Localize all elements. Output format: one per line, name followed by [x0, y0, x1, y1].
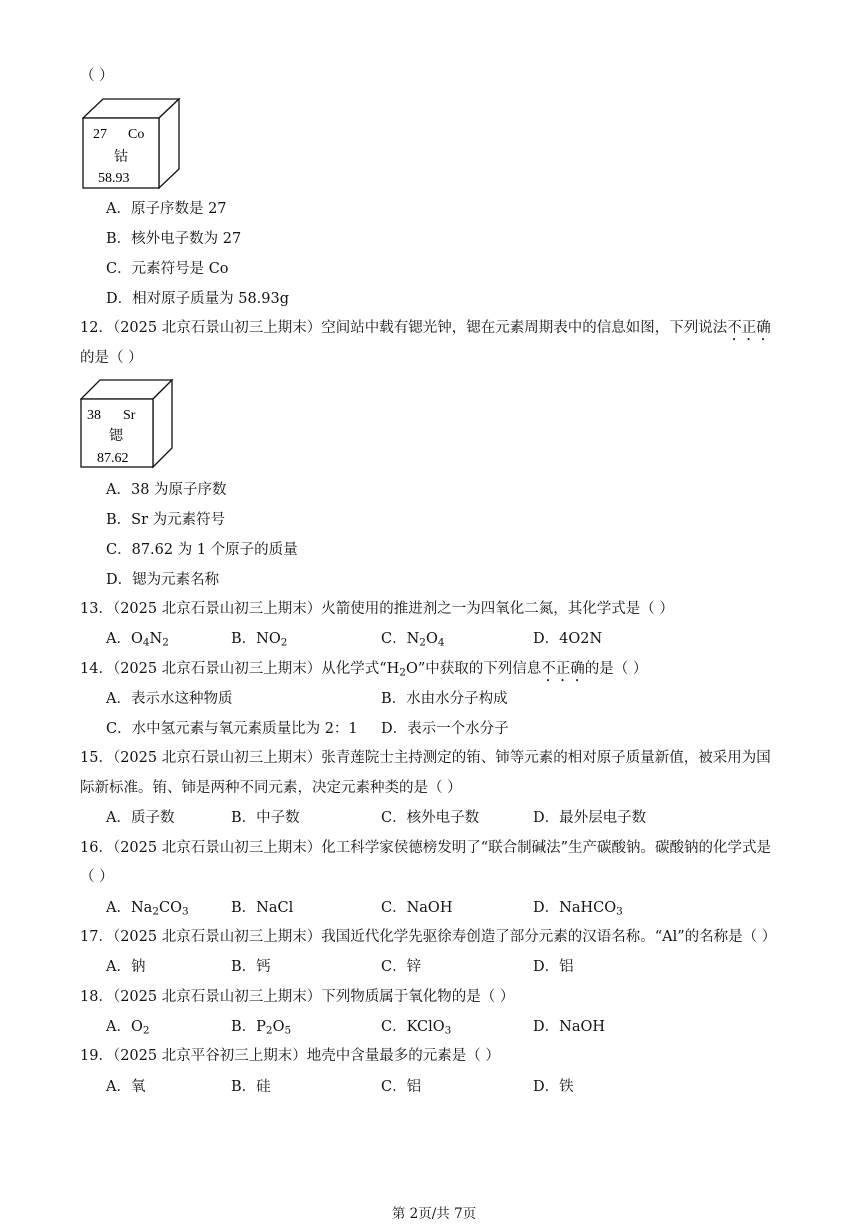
q19-stem: 19．（2025 北京平谷初三上期末）地壳中含量最多的元素是（ ）: [80, 1048, 500, 1064]
element-mass: 58.93: [98, 171, 130, 186]
q11-option-d: D．相对原子质量为 58.93g: [106, 291, 290, 307]
q19-option-c: C．铝: [381, 1079, 422, 1095]
q12-stem-line1: [80, 318, 771, 344]
element-mass: 87.62: [97, 451, 129, 466]
q15-option-a: A．质子数: [106, 810, 175, 826]
element-number: 38: [87, 408, 101, 423]
q19-option-a: A．氧: [106, 1079, 146, 1095]
element-number: 27: [93, 127, 107, 142]
q16-option-b: B．NaCl: [231, 900, 294, 916]
q19-option-b: B．硅: [231, 1079, 271, 1095]
q13-option-b: B．$NO_2$: [231, 631, 288, 649]
q18-option-b: B．$P_2O_5$: [231, 1019, 292, 1037]
q12-emphasis: 不正确: [727, 320, 771, 336]
q12-option-b: B．Sr 为元素符号: [106, 512, 226, 528]
q11-answer-paren: （ ）: [80, 68, 114, 84]
element-name: 钴: [114, 149, 128, 165]
q11-option-a: A．原子序数是 27: [106, 201, 227, 217]
strontium-element-card: [80, 379, 174, 469]
q18-option-c: C．KClO$_3$: [381, 1019, 452, 1037]
q17-stem: 17．（2025 北京石景山初三上期末）我国近代化学先驱徐寿创造了部分元素的汉语名称。“Al”的名称是（ ）: [80, 929, 777, 945]
q14-option-b: B．水由水分子构成: [381, 691, 508, 707]
q19-option-d: D．铁: [533, 1079, 574, 1095]
q14-stem: 14．（2025 北京石景山初三上期末）从化学式“$H_2O$”中获取的下列信息不正确的是（ ）: [80, 661, 648, 679]
q18-option-d: D．NaOH: [533, 1019, 605, 1035]
q14-option-a: A．表示水这种物质: [106, 691, 233, 707]
page-footer: 第 2页/共 7页: [391, 1206, 477, 1222]
q11-option-c: C．元素符号是 Co: [106, 261, 229, 277]
q12-stem-line2: 的是（ ）: [80, 350, 143, 366]
q18-option-a: A．$O_2$: [106, 1019, 150, 1037]
q15-option-d: D．最外层电子数: [533, 810, 647, 826]
q15-option-c: C．核外电子数: [381, 810, 480, 826]
q12-option-d: D．锶为元素名称: [106, 572, 220, 588]
q18-stem: 18．（2025 北京石景山初三上期末）下列物质属于氧化物的是（ ）: [80, 989, 515, 1005]
q16-stem-line1: 16．（2025 北京石景山初三上期末）化工科学家侯德榜发明了“联合制碱法”生产碳酸钠。碳酸钠的化学式是: [80, 840, 772, 856]
q13-option-a: A．$O_4N_2$: [106, 631, 169, 649]
element-symbol: Sr: [123, 408, 136, 423]
q17-option-c: C．锌: [381, 959, 422, 975]
element-name: 锶: [109, 428, 123, 444]
q14-emphasis: 不正确: [541, 661, 585, 677]
cobalt-element-card: [82, 98, 182, 190]
element-symbol: Co: [128, 127, 145, 142]
q17-option-b: B．钙: [231, 959, 271, 975]
q12-option-c: C．87.62 为 1 个原子的质量: [106, 542, 298, 558]
q17-option-d: D．铝: [533, 959, 574, 975]
q16-option-d: D．NaHCO$_3$: [533, 900, 623, 918]
q14-option-d: D．表示一个水分子: [381, 721, 509, 737]
q13-option-d: D．4O2N: [533, 631, 603, 647]
q16-option-c: C．NaOH: [381, 900, 453, 916]
q16-stem-line2: （ ）: [80, 869, 114, 885]
q13-stem: 13．（2025 北京石景山初三上期末）火箭使用的推进剂之一为四氧化二氮，其化学式是（ ）: [80, 601, 674, 617]
q15-option-b: B．中子数: [231, 810, 300, 826]
q15-stem-line1: 15．（2025 北京石景山初三上期末）张青莲院士主持测定的铕、铈等元素的相对原子质量新值，被采用为国: [80, 750, 771, 766]
q17-option-a: A．钠: [106, 959, 146, 975]
q13-option-c: C．$N_2O_4$: [381, 631, 445, 649]
q11-option-b: B．核外电子数为 27: [106, 231, 242, 247]
q12-option-a: A．38 为原子序数: [106, 482, 227, 498]
q12-stem-text: 12．（2025 北京石景山初三上期末）空间站中载有锶光钟，锶在元素周期表中的信息如图，下列说法: [80, 320, 728, 336]
q16-option-a: A．$Na_2CO_3$: [106, 900, 189, 918]
q14-option-c: C．水中氢元素与氧元素质量比为 2：1: [106, 721, 358, 737]
q15-stem-line2: 际新标准。铕、铈是两种不同元素，决定元素种类的是（ ）: [80, 780, 462, 796]
